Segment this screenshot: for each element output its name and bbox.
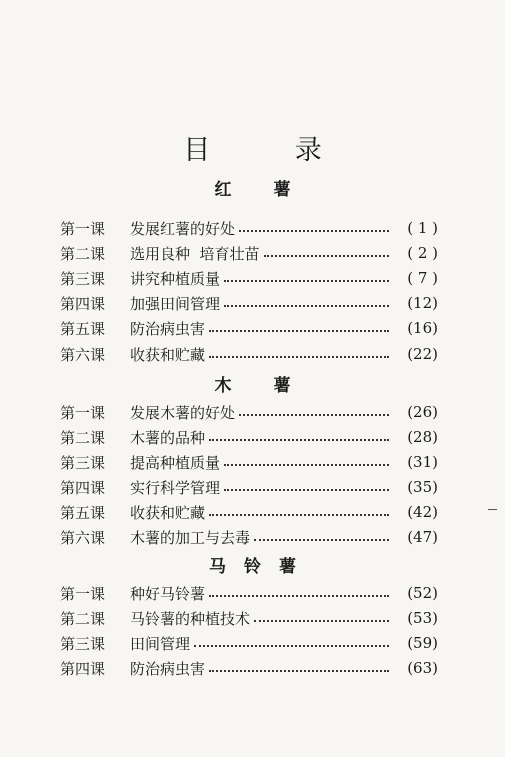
page-number: ( 1 ) [407, 219, 438, 237]
toc-entry[interactable] [60, 525, 438, 549]
dot-leader [224, 489, 389, 491]
toc-entry[interactable] [60, 500, 438, 524]
lesson-number: 第一课 [60, 584, 106, 603]
page-number: (52) [407, 584, 438, 602]
lesson-number: 第三课 [60, 453, 106, 472]
section-heading-cassava: 木 薯 [214, 376, 309, 396]
dot-leader [209, 595, 389, 597]
lesson-title: 选用良种 培育壮苗 [130, 244, 260, 263]
lesson-number: 第二课 [60, 244, 106, 263]
lesson-title: 讲究种植质量 [130, 269, 221, 288]
page-number: (26) [407, 403, 438, 421]
lesson-title: 加强田间管理 [130, 294, 221, 313]
lesson-title: 提高种植质量 [130, 453, 221, 472]
page-number: (22) [407, 345, 438, 363]
lesson-number: 第一课 [60, 219, 106, 238]
lesson-title: 木薯的品种 [130, 428, 206, 447]
lesson-title: 防治病虫害 [130, 659, 206, 678]
dot-leader [254, 539, 389, 541]
dot-leader [239, 230, 389, 232]
lesson-title: 马铃薯的种植技术 [130, 609, 251, 628]
lesson-title: 种好马铃薯 [130, 584, 206, 603]
dot-leader [224, 464, 389, 466]
lesson-number: 第四课 [60, 478, 106, 497]
page-number: (42) [407, 503, 438, 521]
lesson-number: 第五课 [60, 319, 106, 338]
dot-leader [209, 439, 389, 441]
lesson-number: 第三课 [60, 269, 106, 288]
page-number: ( 7 ) [407, 269, 438, 287]
dot-leader [224, 280, 389, 282]
toc-entry[interactable] [60, 316, 438, 340]
toc-entry[interactable] [60, 631, 438, 655]
section-heading-potato: 马铃薯 [209, 557, 314, 577]
page-number: (16) [407, 319, 438, 337]
toc-entry[interactable] [60, 291, 438, 315]
toc-entry[interactable] [60, 400, 438, 424]
lesson-title: 收获和贮藏 [130, 503, 206, 522]
lesson-number: 第五课 [60, 503, 106, 522]
scan-mark [488, 509, 497, 510]
lesson-title: 发展红薯的好处 [130, 219, 236, 238]
dot-leader [254, 620, 389, 622]
toc-entry[interactable] [60, 425, 438, 449]
dot-leader [209, 670, 389, 672]
lesson-number: 第三课 [60, 634, 106, 653]
page-number: (28) [407, 428, 438, 446]
lesson-title: 木薯的加工与去毒 [130, 528, 251, 547]
page-number: (59) [407, 634, 438, 652]
lesson-title: 防治病虫害 [130, 319, 206, 338]
lesson-number: 第六课 [60, 345, 106, 364]
toc-entry[interactable] [60, 581, 438, 605]
lesson-title: 收获和贮藏 [130, 345, 206, 364]
lesson-number: 第一课 [60, 403, 106, 422]
page-number: (53) [407, 609, 438, 627]
dot-leader [209, 356, 389, 358]
lesson-number: 第四课 [60, 659, 106, 678]
dot-leader [209, 330, 389, 332]
toc-entry[interactable] [60, 241, 438, 265]
lesson-number: 第二课 [60, 609, 106, 628]
lesson-title: 田间管理 [130, 634, 191, 653]
page-number: ( 2 ) [407, 244, 438, 262]
lesson-title: 实行科学管理 [130, 478, 221, 497]
dot-leader [224, 305, 389, 307]
dot-leader [209, 514, 389, 516]
toc-entry[interactable] [60, 450, 438, 474]
lesson-number: 第四课 [60, 294, 106, 313]
lesson-title: 发展木薯的好处 [130, 403, 236, 422]
page-number: (63) [407, 659, 438, 677]
dot-leader [264, 255, 389, 257]
page-number: (12) [407, 294, 438, 312]
lesson-number: 第六课 [60, 528, 106, 547]
page-number: (47) [407, 528, 438, 546]
dot-leader [194, 645, 389, 647]
toc-entry[interactable] [60, 342, 438, 366]
page-number: (35) [407, 478, 438, 496]
page-title: 目 录 [183, 135, 360, 166]
toc-entry[interactable] [60, 216, 438, 240]
page-number: (31) [407, 453, 438, 471]
toc-entry[interactable] [60, 656, 438, 680]
dot-leader [239, 414, 389, 416]
toc-entry[interactable] [60, 606, 438, 630]
lesson-number: 第二课 [60, 428, 106, 447]
toc-entry[interactable] [60, 475, 438, 499]
section-heading-sweet-potato: 红 薯 [214, 180, 309, 200]
toc-entry[interactable] [60, 266, 438, 290]
